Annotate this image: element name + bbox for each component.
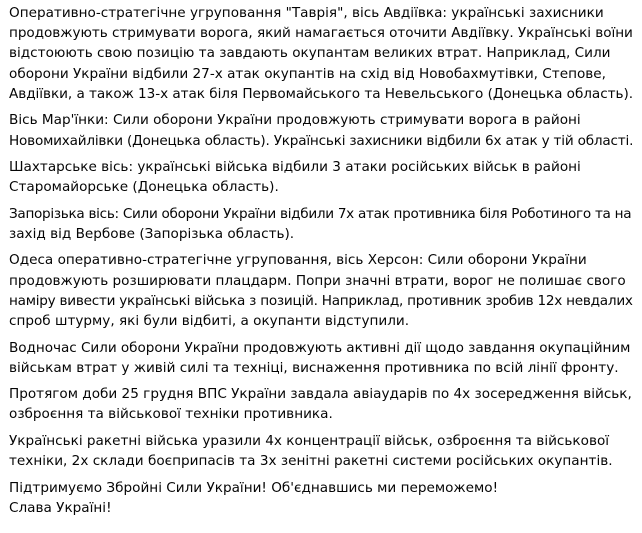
text-line: Старомайорське (Донецька область). <box>9 179 279 196</box>
paragraph-active-actions <box>9 338 634 378</box>
paragraph-marinka-axis <box>9 110 634 150</box>
text-line: Підтримуємо Збройні Сили України! Об'єднавшись ми переможемо! <box>9 479 499 496</box>
paragraph-air-force <box>9 384 634 424</box>
text-line: наміру вивести українські війська з позицій. Наприклад, противник зробив 12х невдалих <box>9 292 633 309</box>
text-line: відстоюють свою позицію та завдають окупантам великих втрат. Наприклад, Сили <box>9 45 611 62</box>
paragraph-zaporizhzhia-axis <box>9 204 634 244</box>
text-line: спроб штурму, які були відбиті, а окупанти відступили. <box>9 313 410 330</box>
paragraph-odesa-kherson-axis <box>9 250 634 331</box>
paragraph-shakhtarske-axis <box>9 157 634 197</box>
text-line: захід від Вербове (Запорізька область). <box>9 225 295 242</box>
text-line: Оперативно-стратегічне угруповання "Таврія", вісь Авдіївка: українські захисники <box>9 5 604 21</box>
text-line: Новомихайлівки (Донецька область). Українські захисники відбили 6х атак у тій області. <box>9 132 634 149</box>
text-line: продовжують розширювати плацдарм. Попри значні втрати, ворог не полишає свого <box>9 272 626 289</box>
text-line: оборони України відбили 27-х атак окупантів на схід від Новобахмутівки, Степове, <box>9 65 606 82</box>
text-line: Запорізька вісь: Сили оборони України відбили 7х атак противника біля Роботиного та на <box>9 205 632 222</box>
text-line: Шахтарське вісь: українські війська відбили 3 атаки російських військ в районі <box>9 159 581 176</box>
paragraph-closing <box>9 478 634 518</box>
text-line: Вісь Мар'їнки: Сили оборони України продовжують стримувати ворога в районі <box>9 112 581 129</box>
text-line: Одеса оперативно-стратегічне угруповання, вісь Херсон: Сили оборони України <box>9 252 587 269</box>
text-line: техніки, 2х склади боєприпасів та 3х зенітні ракетні системи російських окупантів. <box>9 453 613 470</box>
text-line: Протягом доби 25 грудня ВПС України завдала авіаударів по 4х зосередження військ, <box>9 386 632 403</box>
text-line: військам втрат у живій силі та техніці, виснаження противника по всій лінії фронту. <box>9 359 619 376</box>
text-line: продовжують стримувати ворога, який намагається оточити Авдіївку. Українські воїни <box>9 25 633 42</box>
text-line: Слава Україні! <box>9 499 112 516</box>
paragraph-tavria-axis <box>9 3 634 104</box>
text-line: озброєння та військової техніки противника. <box>9 406 333 423</box>
text-line: Водночас Сили оборони України продовжують активні дії щодо завдання окупаційним <box>9 339 631 356</box>
text-line: Авдіївки, а також 13-х атак біля Первомайського та Невельського (Донецька область). <box>9 85 633 102</box>
text-line: Українські ракетні війська уразили 4х концентрації військ, озброєння та військової <box>9 432 610 449</box>
paragraph-missile-forces <box>9 431 634 471</box>
